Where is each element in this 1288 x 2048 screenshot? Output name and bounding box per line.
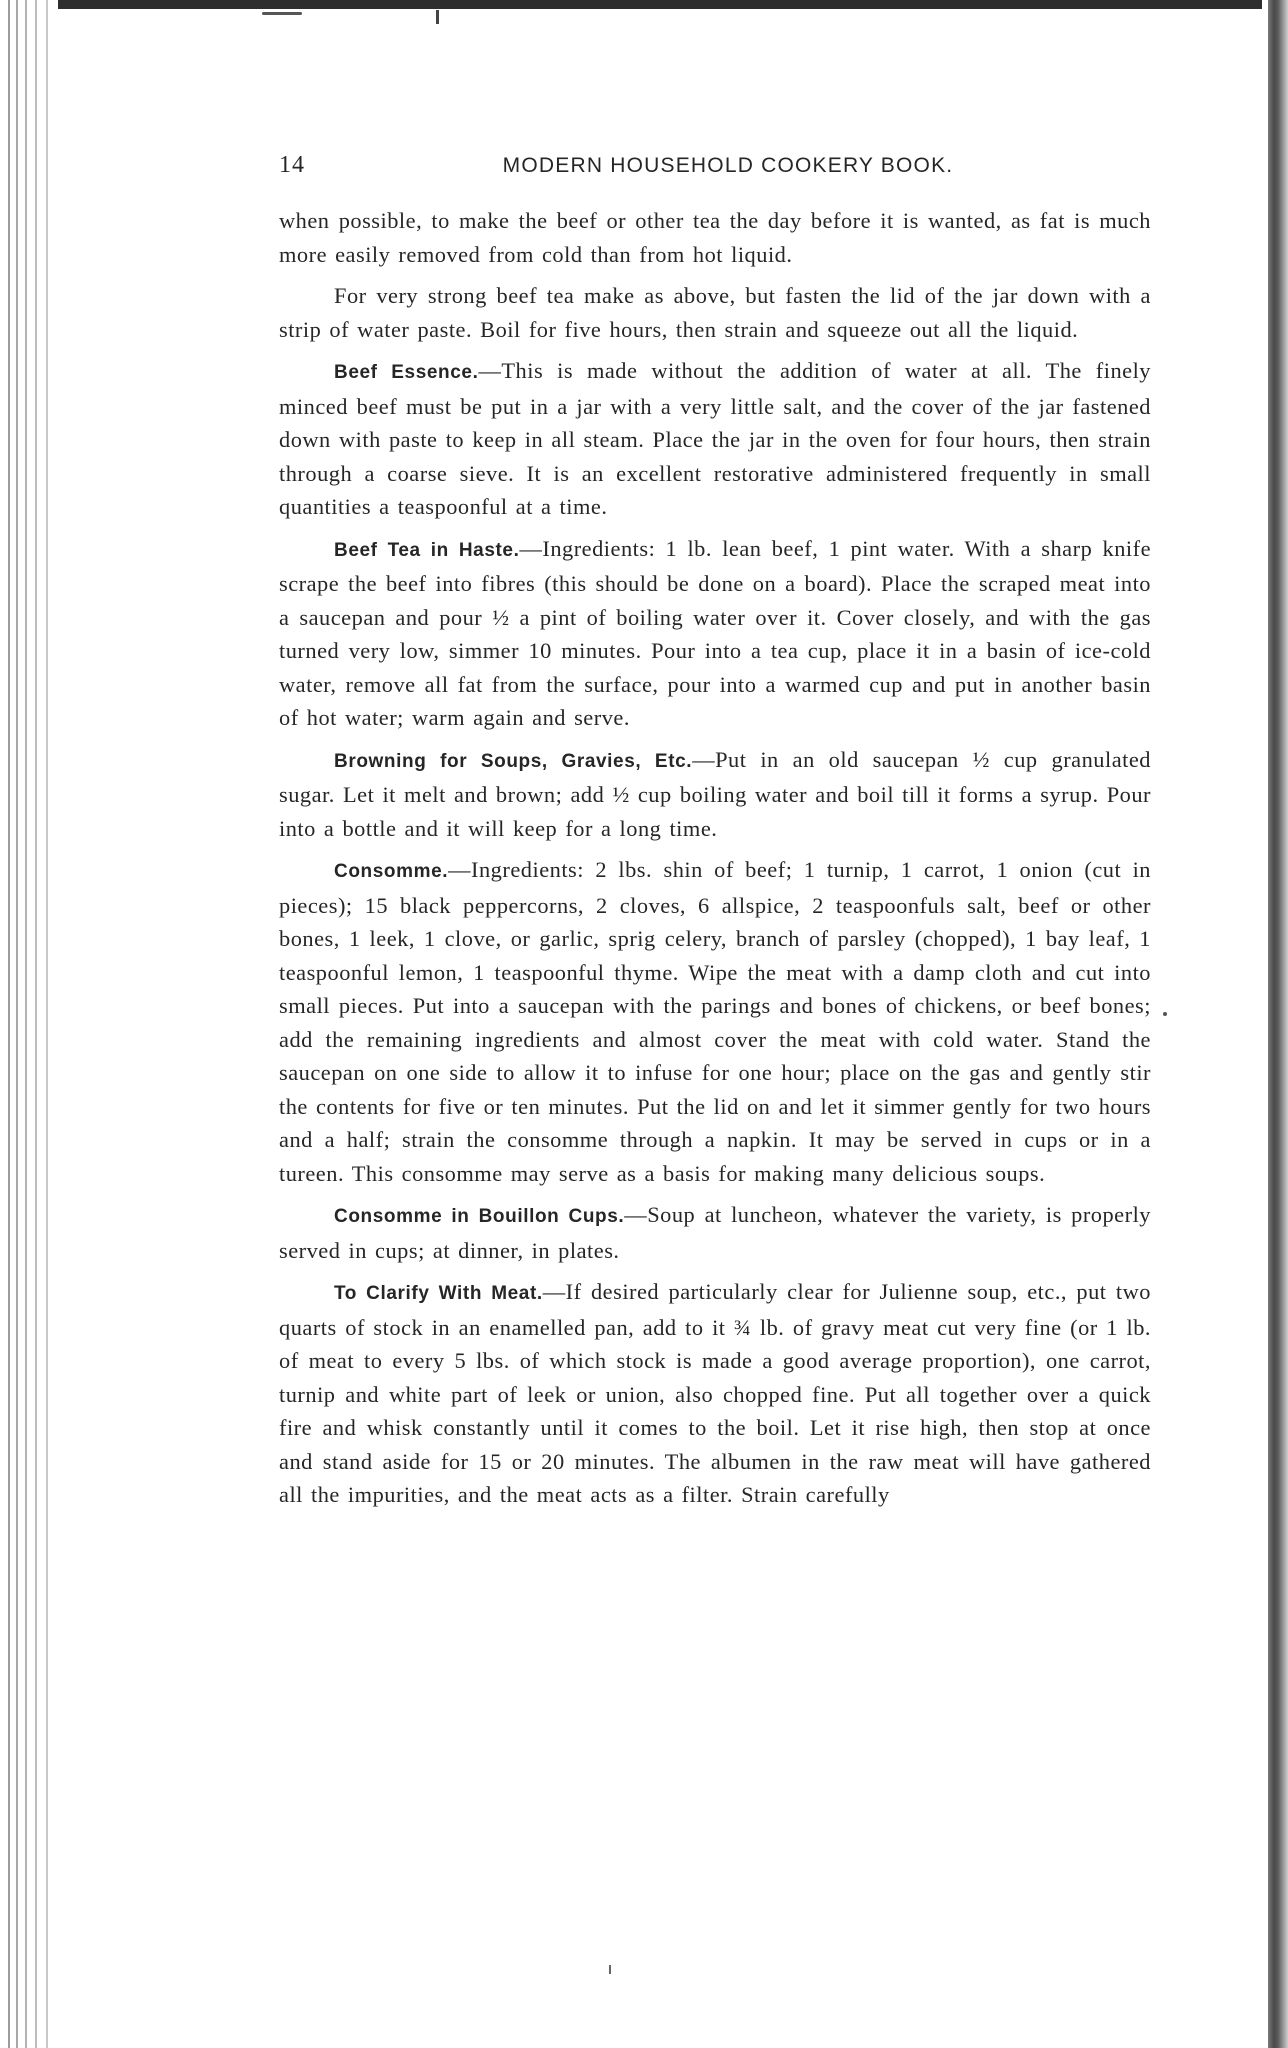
recipe-heading: Browning for Soups, Gravies, Etc. [334, 750, 693, 772]
page-edges-left [0, 0, 58, 2048]
scan-artifact-mark [262, 12, 302, 15]
page-edge-right [1262, 0, 1288, 2048]
recipe-heading: To Clarify With Meat. [334, 1283, 543, 1304]
scan-artifact-tick [436, 10, 439, 24]
recipe-text: —Ingredients: 2 lbs. shin of beef; 1 turnip, 1 carrot, 1 onion (cut in pieces); 15 black peppercorns, 2 cloves, 6 allspice, 2 teaspoonfuls salt, beef or other bones, 1 leek, 1 clove, or garlic, sprig celery, branch of parsley (chopped), 1 bay leaf, 1 teaspoonful lemon, 1 teaspoonful thyme. Wipe the meat with a damp cloth and cut into small pieces. Put into a saucepan with the parings and bones of chickens, or beef bones; add the remaining ingredients and almost cover the meat with cold water. Stand the saucepan on one side to allow it to infuse for one hour; place on the gas and gently stir the contents for five or ten minutes. Put the lid on and let it simmer gently for two hours and a half; strain the consomme through a napkin. It may be served in cups or in a tureen. This consomme may serve as a basis for making many delicious soups. [279, 857, 1151, 1186]
recipe-paragraph [279, 853, 1151, 1190]
recipe-text: —If desired particularly clear for Julienne soup, etc., put two quarts of stock in an enamelled pan, add to it ¾ lb. of gravy meat cut very fine (or 1 lb. of meat to every 5 lbs. of which stock is made a good average proportion), one carrot, turnip and white part of leek or union, also chopped fine. Put all together over a quick fire and whisk constantly until it comes to the boil. Let it rise high, then stop at once and stand aside for 15 or 20 minutes. The albumen in the raw meat will have gathered all the impurities, and the meat acts as a filter. Strain carefully [279, 1279, 1151, 1507]
recipe-heading: Consomme. [334, 861, 449, 882]
page-header [279, 150, 1151, 190]
recipe-heading: Beef Essence. [334, 362, 479, 383]
recipe-text: —Put in an old saucepan ½ cup granulated sugar. Let it melt and brown; add ½ cup boiling water and boil till it forms a syrup. Pour into a bottle and it will keep for a long time. [279, 746, 1151, 841]
recipe-text: —This is made without the addition of water at all. The finely minced beef must be put in a jar with a very little salt, and the cover of the jar fastened down with paste to keep in all steam. Place the jar in the oven for four hours, then strain through a coarse sieve. It is an excellent restorative administered frequently in small quantities a teaspoonful at a time. [279, 358, 1151, 519]
recipe-paragraph [279, 1198, 1151, 1267]
book-page [279, 150, 1151, 1520]
paragraph [279, 204, 1151, 271]
recipe-heading: Consomme in Bouillon Cups. [334, 1206, 625, 1227]
scan-artifact-dot [1163, 1012, 1167, 1016]
recipe-paragraph [279, 532, 1151, 735]
running-title: MODERN HOUSEHOLD COOKERY BOOK. [502, 154, 954, 177]
recipe-text: —Ingredients: 1 lb. lean beef, 1 pint water. With a sharp knife scrape the beef into fibres (this should be done on a board). Place the scraped meat into a saucepan and pour ½ a pint of boiling water over it. Cover closely, and with the gas turned very low, simmer 10 minutes. Pour into a tea cup, place it in a basin of ice-cold water, remove all fat from the surface, pour into a warmed cup and put in another basin of hot water; warm again and serve. [279, 535, 1152, 730]
recipe-paragraph [279, 743, 1151, 846]
recipe-paragraph [279, 1275, 1151, 1512]
page-body [279, 204, 1151, 1512]
paragraph [279, 279, 1151, 346]
paragraph-text: when possible, to make the beef or other tea the day before it is wanted, as fat is much more easily removed from cold than from hot liquid. [279, 208, 1151, 267]
scan-artifact-bottom-tick [609, 1965, 611, 1974]
scan-top-border [0, 0, 1288, 9]
recipe-paragraph [279, 354, 1151, 524]
paragraph-text: For very strong beef tea make as above, but fasten the lid of the jar down with a strip of water paste. Boil for five hours, then strain and squeeze out all the liquid. [279, 283, 1151, 342]
recipe-text: —Soup at luncheon, whatever the variety, is properly served in cups; at dinner, in plates. [279, 1202, 1151, 1263]
recipe-heading: Beef Tea in Haste. [334, 539, 520, 561]
page-number: 14 [279, 152, 305, 178]
